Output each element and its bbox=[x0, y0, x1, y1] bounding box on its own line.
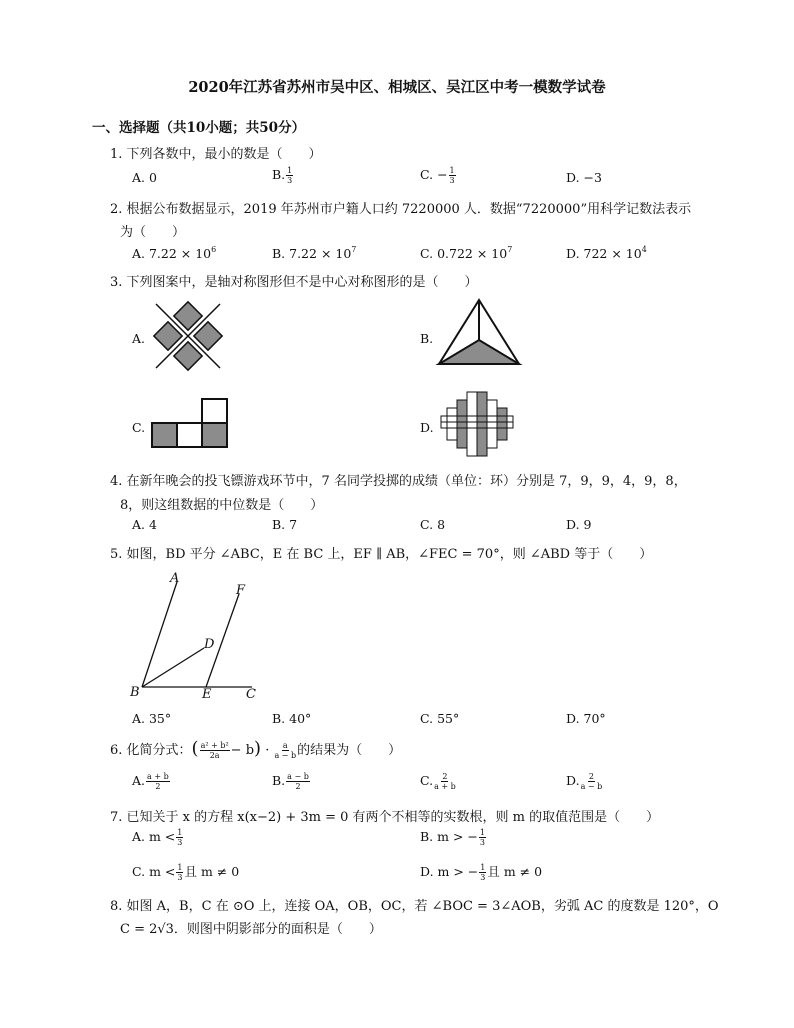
q1-option-c: C. − $\frac{1}{3}$ bbox=[420, 166, 455, 185]
q7-option-a: A. m < $\frac{1}{3}$ bbox=[132, 828, 183, 847]
q5-geometry-figure bbox=[130, 570, 270, 704]
q3-figure-c bbox=[150, 397, 230, 449]
q2-option-c: C. $0.722 \times 10^7$ bbox=[420, 245, 513, 261]
page-title: 2020年江苏省苏州市吴中区、相城区、吴江区中考一模数学试卷 bbox=[188, 79, 606, 96]
q6-option-c: C. $\frac{2}{a + b}$ bbox=[420, 772, 456, 791]
q3-option-d-label: D. bbox=[420, 420, 434, 435]
question-5-text: 5. 如图，BD 平分 ∠ABC，E 在 BC 上，EF ∥ AB，∠FEC = 70°，则 ∠ABD 等于（ ） bbox=[110, 547, 653, 562]
q2-option-d: D. $722 \times 10^4$ bbox=[566, 245, 647, 261]
point-label-c: C bbox=[246, 687, 256, 702]
q3-option-b-label: B. bbox=[420, 331, 434, 346]
q3-figure-d bbox=[439, 390, 515, 458]
q6-option-d: D. $\frac{2}{a - b}$ bbox=[566, 772, 603, 791]
q7-option-d: D. m > − $\frac{1}{3}$ 且 m ≠ 0 bbox=[420, 863, 543, 882]
question-3-text: 3. 下列图案中，是轴对称图形但不是中心对称图形的是（ ） bbox=[110, 275, 478, 290]
q6-option-a: A. $\frac{a + b}{2}$ bbox=[132, 772, 169, 791]
question-4-line2: 8，则这组数据的中位数是（ ） bbox=[120, 498, 324, 513]
question-6-text: 6. 化简分式：( $\frac{\text{a² + b²}}{2a}$ − b) · $\frac{a}{a - b}$ 的结果为（ ） bbox=[110, 738, 402, 760]
q7-option-b: B. m > − $\frac{1}{3}$ bbox=[420, 828, 485, 847]
q5-option-b: B. 40° bbox=[272, 711, 312, 726]
q4-option-b: B. 7 bbox=[272, 517, 298, 532]
point-label-e: E bbox=[202, 687, 212, 702]
q4-option-d: D. 9 bbox=[566, 517, 592, 532]
q2-option-b: B. $7.22 \times 10^7$ bbox=[272, 245, 357, 261]
point-label-b: B bbox=[130, 685, 140, 700]
question-2-line1: 2. 根据公布数据显示，2019 年苏州市户籍人口约 7220000 人．数据“7220000”用科学记数法表示 bbox=[110, 202, 692, 217]
point-label-d: D bbox=[204, 637, 215, 652]
q5-option-d: D. 70° bbox=[566, 711, 606, 726]
q1-option-a: A. 0 bbox=[132, 170, 157, 185]
question-8-line2: C = 2√3．则图中阴影部分的面积是（ ） bbox=[120, 922, 382, 937]
question-2-line2: 为（ ） bbox=[120, 225, 186, 240]
point-label-f: F bbox=[236, 583, 246, 598]
q7-option-c: C. m < $\frac{1}{3}$ 且 m ≠ 0 bbox=[132, 863, 240, 882]
question-1-text: 1. 下列各数中，最小的数是（ ） bbox=[110, 147, 322, 162]
question-4-line1: 4. 在新年晚会的投飞镖游戏环节中，7 名同学投掷的成绩（单位：环）分别是 7，9，9，4，9，8， bbox=[110, 474, 687, 489]
q5-option-c: C. 55° bbox=[420, 711, 460, 726]
q3-option-a-label: A. bbox=[132, 331, 146, 346]
line-BD bbox=[142, 648, 204, 687]
q2-option-a: A. $7.22 \times 10^6$ bbox=[132, 245, 217, 261]
q6-option-b: B. $\frac{a - b}{2}$ bbox=[272, 772, 309, 791]
q1-option-d: D. −3 bbox=[566, 170, 602, 185]
q5-option-a: A. 35° bbox=[132, 711, 172, 726]
point-label-a: A bbox=[170, 571, 180, 586]
line-BA bbox=[142, 582, 177, 687]
q3-option-c-label: C. bbox=[132, 420, 146, 435]
q4-option-c: C. 8 bbox=[420, 517, 446, 532]
q4-option-a: A. 4 bbox=[132, 517, 157, 532]
section-heading: 一、选择题（共10小题；共50分） bbox=[92, 120, 306, 136]
q1-option-b: B. $\frac{1}{3}$ bbox=[272, 166, 293, 185]
question-7-text: 7. 已知关于 x 的方程 x(x−2) + 3m = 0 有两个不相等的实数根，则 m 的取值范围是（ ） bbox=[110, 810, 660, 825]
q3-figure-a bbox=[148, 298, 228, 378]
question-8-line1: 8. 如图 A，B，C 在 ⊙O 上，连接 OA，OB，OC，若 ∠BOC = 3∠AOB，劣弧 AC 的度数是 120°，O bbox=[110, 899, 719, 914]
q3-figure-b bbox=[437, 298, 521, 370]
